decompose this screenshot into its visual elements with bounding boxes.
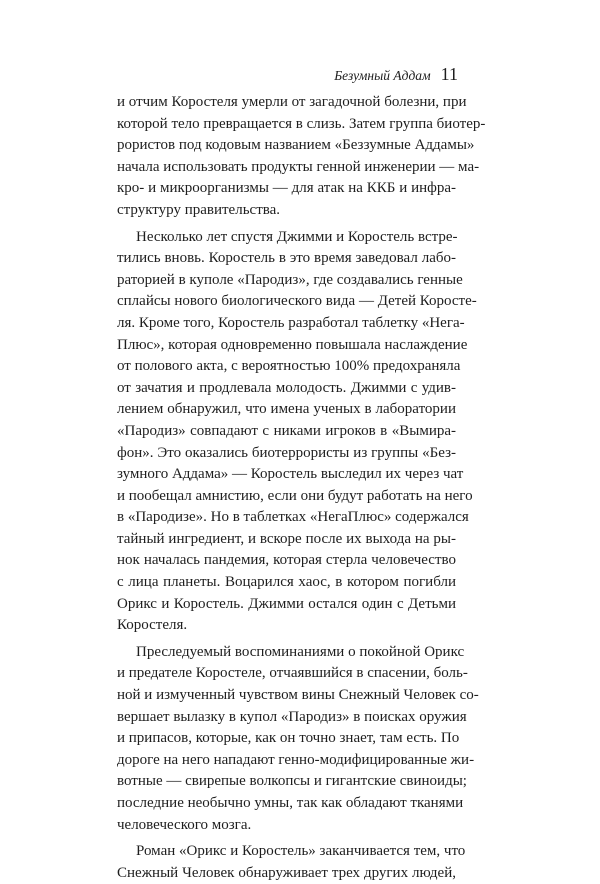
text-line: рористов под кодовым названием «Беззумные Аддамы»	[117, 137, 475, 154]
text-line: кро- и микроорганизмы — для атак на ККБ и инфра-	[117, 180, 456, 197]
page-number: 11	[440, 64, 458, 84]
text-line: ля. Кроме того, Коростель разработал таблетку «Нега-	[117, 314, 465, 331]
running-head	[334, 64, 458, 85]
text-line: «Пародиз» совпадают с никами игроков в «Вымира-	[117, 422, 456, 439]
paragraph	[117, 841, 466, 884]
text-line: Несколько лет спустя Джимми и Коростель встре-	[136, 228, 458, 245]
text-line: Коростеля.	[117, 617, 188, 634]
text-line: тайный ингредиент, и вскоре после их выхода на ры-	[117, 530, 456, 547]
text-line: которой тело превращается в слизь. Затем группа биотер-	[117, 115, 486, 132]
text-line: от зачатия и продлевала молодость. Джимми с удив-	[117, 379, 456, 396]
text-line: вотные — свирепые волкопсы и гигантские свиноиды;	[117, 773, 467, 790]
text-line: от полового акта, с вероятностью 100% предохраняла	[117, 358, 461, 375]
text-line: нок началась пандемия, которая стерла человечество	[117, 552, 456, 569]
text-line: Плюс», которая одновременно повышала наслаждение	[117, 336, 468, 353]
text-line: зумного Аддама» — Коростель выследил их через чат	[117, 466, 464, 483]
text-line: Преследуемый воспоминаниями о покойной Орикс	[136, 643, 465, 660]
running-title: Безумный Аддам	[334, 68, 431, 83]
text-line: структуру правительства.	[117, 201, 281, 218]
text-line: Орикс и Коростель. Джимми остался один с Детьми	[117, 595, 456, 612]
text-line: вершает вылазку в купол «Пародиз» в поисках оружия	[117, 708, 467, 725]
text-line: с лица планеты. Воцарился хаос, в котором погибли	[117, 574, 456, 591]
text-line: фон». Это оказались биотеррористы из группы «Без-	[117, 444, 456, 461]
text-line: раторией в куполе «Пародиз», где создавались генные	[117, 271, 463, 288]
paragraph	[117, 642, 479, 836]
text-line: сплайсы нового биологического вида — Детей Коростe-	[117, 293, 477, 310]
text-line: тились вновь. Коростель в это время заведовал лабо-	[117, 250, 456, 267]
paragraph	[117, 227, 477, 637]
text-line: и предателе Коростеле, отчаявшийся в спасении, боль-	[117, 665, 468, 682]
text-line: последние необычно умны, так как обладают тканями	[117, 795, 464, 811]
text-line: и пообещал амнистию, если они будут работать на него	[117, 487, 473, 504]
text-line: дороге на него нападают генно-модифицированные жи-	[117, 751, 475, 768]
text-line: в «Пародизе». Но в таблетках «НегаПлюс» содержался	[117, 509, 469, 526]
body-text	[117, 92, 486, 884]
text-line: начала использовать продукты генной инженерии — ма-	[117, 158, 480, 175]
text-line: и отчим Коростеля умерли от загадочной болезни, при	[117, 94, 467, 110]
text-line: человеческого мозга.	[117, 816, 252, 833]
text-line: Роман «Орикс и Коростель» заканчивается тем, что	[136, 843, 466, 860]
text-line: лением обнаружил, что имена ученых в лаборатории	[117, 401, 456, 418]
text-line: Снежный Человек обнаруживает трех других людей,	[117, 864, 456, 881]
text-line: ной и измученный чувством вины Снежный Человек со-	[117, 687, 479, 704]
text-line: и припасов, которые, как он точно знает, там есть. По	[117, 730, 460, 747]
paragraph	[117, 92, 486, 222]
